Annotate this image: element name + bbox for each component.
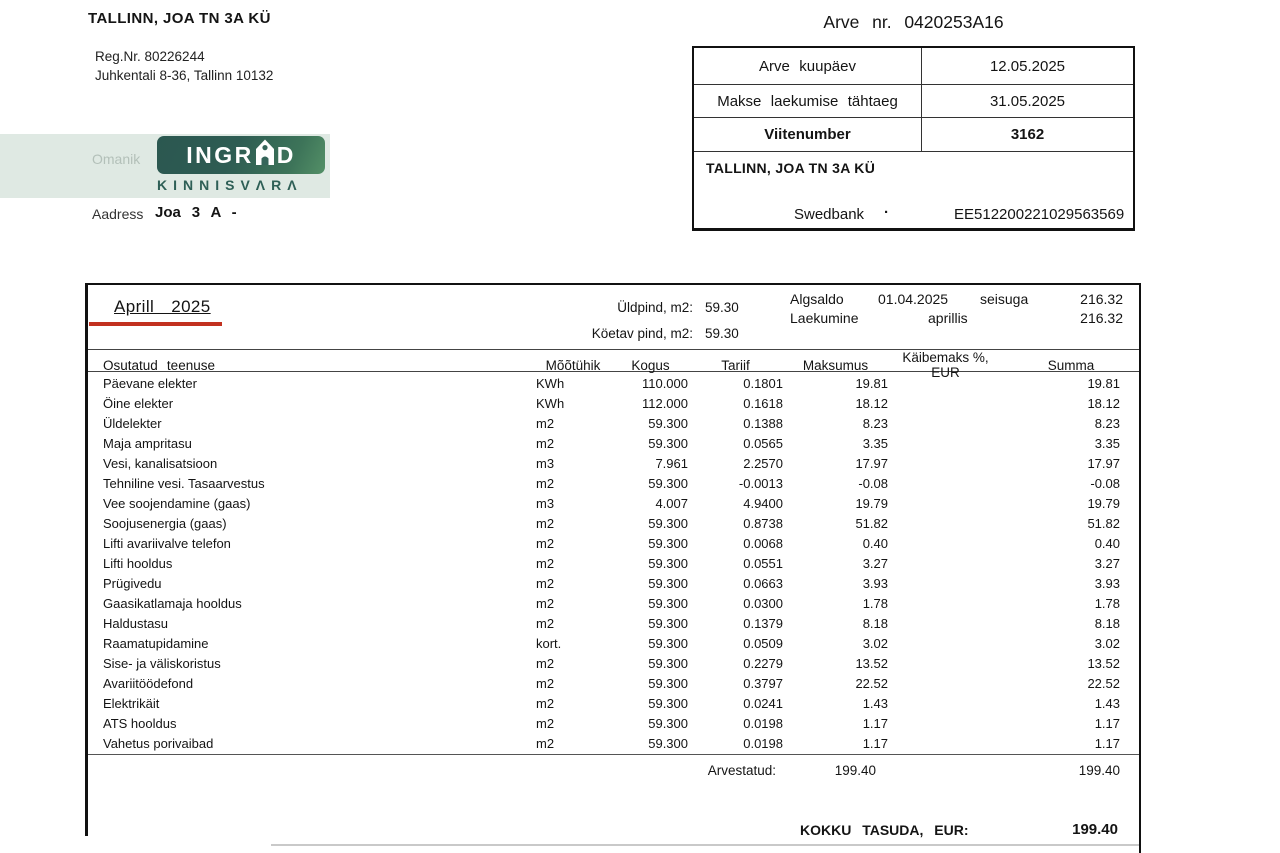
table-row xyxy=(88,453,1139,473)
table-row xyxy=(88,493,1139,513)
cell-tariff: 0.0198 xyxy=(743,735,783,751)
cell-tariff: 0.3797 xyxy=(743,675,783,691)
bottom-divider xyxy=(271,844,1139,846)
cell-service: ATS hooldus xyxy=(103,715,177,731)
cell-quantity: 59.300 xyxy=(648,415,688,431)
bank-iban: EE512200221029563569 xyxy=(954,206,1125,223)
table-header-row xyxy=(88,349,1139,380)
cell-service: Prügivedu xyxy=(103,575,162,591)
cell-total: 3.27 xyxy=(1094,555,1120,571)
cell-service: Gaasikatlamaja hooldus xyxy=(103,595,242,611)
cell-unit: m2 xyxy=(536,515,555,531)
address-value: Joa 3 A - xyxy=(155,204,237,221)
table-row xyxy=(88,613,1139,633)
cell-total: 3.35 xyxy=(1094,435,1120,451)
table-row xyxy=(88,433,1139,453)
cell-tariff: 2.2570 xyxy=(743,455,783,471)
cell-service: Haldustasu xyxy=(103,615,169,631)
recipient-name: TALLINN, JOA TN 3A KÜ xyxy=(706,160,876,176)
opening-balance-value: 216.32 xyxy=(1080,291,1123,307)
cell-service: Maja ampritasu xyxy=(103,435,192,451)
opening-balance-date: 01.04.2025 xyxy=(878,291,949,307)
cell-cost: 3.02 xyxy=(862,635,888,651)
cell-total: 19.79 xyxy=(1087,495,1120,511)
cell-cost: 13.52 xyxy=(855,655,888,671)
subtotal-total: 199.40 xyxy=(1078,763,1120,778)
cell-cost: 3.35 xyxy=(862,435,888,451)
cell-total: 3.93 xyxy=(1094,575,1120,591)
cell-quantity: 59.300 xyxy=(648,595,688,611)
table-row xyxy=(88,533,1139,553)
cell-tariff: 0.2279 xyxy=(743,655,783,671)
cell-quantity: 59.300 xyxy=(648,695,688,711)
table-row xyxy=(88,473,1139,493)
table-row xyxy=(88,733,1139,753)
cell-quantity: 59.300 xyxy=(648,635,688,651)
cell-service: Vee soojendamine (gaas) xyxy=(103,495,251,511)
cell-total: 51.82 xyxy=(1087,515,1120,531)
cell-cost: 0.40 xyxy=(862,535,888,551)
cell-unit: m2 xyxy=(536,575,555,591)
cell-quantity: 7.961 xyxy=(655,455,688,471)
cell-tariff: 0.8738 xyxy=(743,515,783,531)
cell-cost: 1.78 xyxy=(862,595,888,611)
table-row xyxy=(88,653,1139,673)
cell-quantity: 59.300 xyxy=(648,475,688,491)
cell-tariff: -0.0013 xyxy=(738,475,783,491)
table-row xyxy=(88,593,1139,613)
border-mask xyxy=(84,836,90,853)
column-header-quantity: Kogus xyxy=(631,357,670,373)
cell-total: 22.52 xyxy=(1087,675,1120,691)
table-row xyxy=(88,573,1139,593)
cell-total: 18.12 xyxy=(1087,395,1120,411)
cell-unit: m2 xyxy=(536,475,555,491)
cell-unit: m3 xyxy=(536,495,555,511)
cell-service: Soojusenergia (gaas) xyxy=(103,515,227,531)
cell-unit: KWh xyxy=(536,395,565,411)
column-header-service: Osutatud teenuse xyxy=(103,357,215,373)
cell-service: Päevane elekter xyxy=(103,375,197,391)
reference-number-row xyxy=(694,118,1133,152)
column-header-tariff: Tariif xyxy=(721,357,750,373)
reference-number-label: Viitenumber xyxy=(694,118,922,151)
cell-unit: kort. xyxy=(536,635,562,651)
cell-cost: -0.08 xyxy=(858,475,888,491)
cell-quantity: 59.300 xyxy=(648,615,688,631)
cell-total: -0.08 xyxy=(1090,475,1120,491)
cell-unit: m2 xyxy=(536,595,555,611)
table-row xyxy=(88,393,1139,413)
opening-balance-suffix: seisuga xyxy=(980,291,1029,307)
sender-registration-number: Reg.Nr. 80226244 xyxy=(95,49,205,64)
cell-unit: m2 xyxy=(536,415,555,431)
logo-text-start: INGR xyxy=(186,141,254,168)
cell-service: Vahetus porivaibad xyxy=(103,735,214,751)
grand-total-label: KOKKU TASUDA, EUR: xyxy=(800,822,969,838)
column-header-cost: Maksumus xyxy=(802,357,869,373)
cell-quantity: 59.300 xyxy=(648,535,688,551)
subtotal-divider xyxy=(88,754,1139,755)
table-row xyxy=(88,693,1139,713)
payment-due-row xyxy=(694,85,1133,118)
cell-total: 13.52 xyxy=(1087,655,1120,671)
cell-total: 8.23 xyxy=(1094,415,1120,431)
table-row xyxy=(88,713,1139,733)
service-rows xyxy=(88,373,1139,753)
payment-due-label: Makse laekumise tähtaeg xyxy=(694,85,922,117)
logo-subtitle: KINNISVΛRΛ xyxy=(157,177,303,193)
cell-unit: m2 xyxy=(536,675,555,691)
cell-cost: 18.12 xyxy=(855,395,888,411)
cell-service: Lifti hooldus xyxy=(103,555,173,571)
cell-tariff: 0.0509 xyxy=(743,635,783,651)
cell-total: 19.81 xyxy=(1087,375,1120,391)
cell-cost: 19.81 xyxy=(855,375,888,391)
heated-area-label: Köetav pind, m2: xyxy=(591,326,693,341)
cell-tariff: 4.9400 xyxy=(743,495,783,511)
cell-quantity: 59.300 xyxy=(648,515,688,531)
cell-total: 17.97 xyxy=(1087,455,1120,471)
cell-tariff: 0.0198 xyxy=(743,715,783,731)
cell-cost: 1.17 xyxy=(862,735,888,751)
table-row xyxy=(88,633,1139,653)
cell-cost: 1.17 xyxy=(862,715,888,731)
cell-service: Raamatupidamine xyxy=(103,635,209,651)
cell-tariff: 0.1388 xyxy=(743,415,783,431)
subtotal-cost: 199.40 xyxy=(834,763,876,778)
cell-quantity: 59.300 xyxy=(648,735,688,751)
reference-number-value: 3162 xyxy=(1010,126,1045,143)
cell-unit: m2 xyxy=(536,695,555,711)
ingrad-logo xyxy=(157,136,325,174)
cell-quantity: 59.300 xyxy=(648,715,688,731)
opening-balance-label: Algsaldo xyxy=(790,291,844,307)
bank-name: Swedbank xyxy=(794,206,865,223)
cell-tariff: 0.0068 xyxy=(743,535,783,551)
tower-icon xyxy=(254,139,277,172)
total-area-label: Üldpind, m2: xyxy=(617,300,693,315)
cell-tariff: 0.0565 xyxy=(743,435,783,451)
payment-due-value: 31.05.2025 xyxy=(989,92,1066,110)
cell-cost: 19.79 xyxy=(855,495,888,511)
cell-cost: 3.93 xyxy=(862,575,888,591)
invoice-info-box xyxy=(692,46,1135,231)
sender-street-address: Juhkentali 8-36, Tallinn 10132 xyxy=(95,68,274,83)
table-row xyxy=(88,413,1139,433)
cell-unit: m2 xyxy=(536,615,555,631)
cell-quantity: 59.300 xyxy=(648,655,688,671)
table-row xyxy=(88,513,1139,533)
statement-box xyxy=(85,283,1141,853)
cell-quantity: 110.000 xyxy=(641,375,688,391)
cell-service: Vesi, kanalisatsioon xyxy=(103,455,218,471)
cell-quantity: 4.007 xyxy=(655,495,688,511)
table-row xyxy=(88,673,1139,693)
cell-unit: KWh xyxy=(536,375,565,391)
cell-cost: 8.23 xyxy=(862,415,888,431)
cell-service: Öine elekter xyxy=(103,395,174,411)
cell-total: 8.18 xyxy=(1094,615,1120,631)
cell-quantity: 59.300 xyxy=(648,675,688,691)
payment-received-period: aprillis xyxy=(928,310,968,326)
logo-text-end: D xyxy=(276,141,296,168)
column-header-total: Summa xyxy=(1047,357,1095,373)
cell-tariff: 0.0663 xyxy=(743,575,783,591)
sender-name: TALLINN, JOA TN 3A KÜ xyxy=(88,10,271,27)
cell-total: 1.78 xyxy=(1094,595,1120,611)
cell-tariff: 0.0551 xyxy=(743,555,783,571)
table-row xyxy=(88,553,1139,573)
cell-unit: m2 xyxy=(536,735,555,751)
cell-cost: 17.97 xyxy=(855,455,888,471)
cell-service: Tehniline vesi. Tasaarvestus xyxy=(103,475,265,491)
cell-tariff: 0.0300 xyxy=(743,595,783,611)
cell-quantity: 59.300 xyxy=(648,435,688,451)
cell-unit: m2 xyxy=(536,555,555,571)
cell-unit: m2 xyxy=(536,535,555,551)
owner-label: Omanik xyxy=(92,151,141,167)
payment-received-label: Laekumine xyxy=(790,310,859,326)
cell-service: Üldelekter xyxy=(103,415,162,431)
cell-unit: m2 xyxy=(536,435,555,451)
cell-total: 1.17 xyxy=(1094,735,1120,751)
cell-cost: 3.27 xyxy=(862,555,888,571)
invoice-date-label: Arve kuupäev xyxy=(694,48,922,84)
total-area-value: 59.30 xyxy=(705,300,739,315)
cell-quantity: 112.000 xyxy=(641,395,688,411)
invoice-date-row xyxy=(694,48,1133,85)
cell-service: Sise- ja väliskoristus xyxy=(103,655,221,671)
address-label: Aadress xyxy=(92,206,144,222)
bank-separator-dot: · xyxy=(884,204,889,221)
cell-service: Avariitöödefond xyxy=(103,675,194,691)
invoice-number-title: Arve nr. 0420253A16 xyxy=(823,12,1004,32)
statement-period: Aprill 2025 xyxy=(114,297,211,316)
cell-total: 1.43 xyxy=(1094,695,1120,711)
cell-cost: 22.52 xyxy=(855,675,888,691)
cell-unit: m2 xyxy=(536,715,555,731)
cell-cost: 51.82 xyxy=(855,515,888,531)
cell-unit: m2 xyxy=(536,655,555,671)
cell-total: 3.02 xyxy=(1094,635,1120,651)
cell-service: Elektrikäit xyxy=(103,695,160,711)
cell-cost: 8.18 xyxy=(862,615,888,631)
invoice-date-value: 12.05.2025 xyxy=(989,57,1066,75)
grand-total-value: 199.40 xyxy=(1072,821,1118,838)
subtotal-label: Arvestatud: xyxy=(707,763,776,778)
cell-tariff: 0.0241 xyxy=(743,695,783,711)
cell-service: Lifti avariivalve telefon xyxy=(103,535,231,551)
heated-area-value: 59.30 xyxy=(705,326,739,341)
logo-wordmark xyxy=(186,139,296,172)
column-header-vat: Käibemaks %, EUR xyxy=(902,350,989,380)
cell-quantity: 59.300 xyxy=(648,575,688,591)
cell-cost: 1.43 xyxy=(862,695,888,711)
cell-tariff: 0.1618 xyxy=(743,395,783,411)
payment-received-value: 216.32 xyxy=(1080,310,1123,326)
cell-quantity: 59.300 xyxy=(648,555,688,571)
table-row xyxy=(88,373,1139,393)
cell-tariff: 0.1801 xyxy=(743,375,783,391)
column-header-unit: Mõõtühik xyxy=(545,357,601,373)
cell-tariff: 0.1379 xyxy=(743,615,783,631)
cell-unit: m3 xyxy=(536,455,555,471)
cell-total: 0.40 xyxy=(1094,535,1120,551)
cell-total: 1.17 xyxy=(1094,715,1120,731)
period-red-underline xyxy=(89,322,222,326)
